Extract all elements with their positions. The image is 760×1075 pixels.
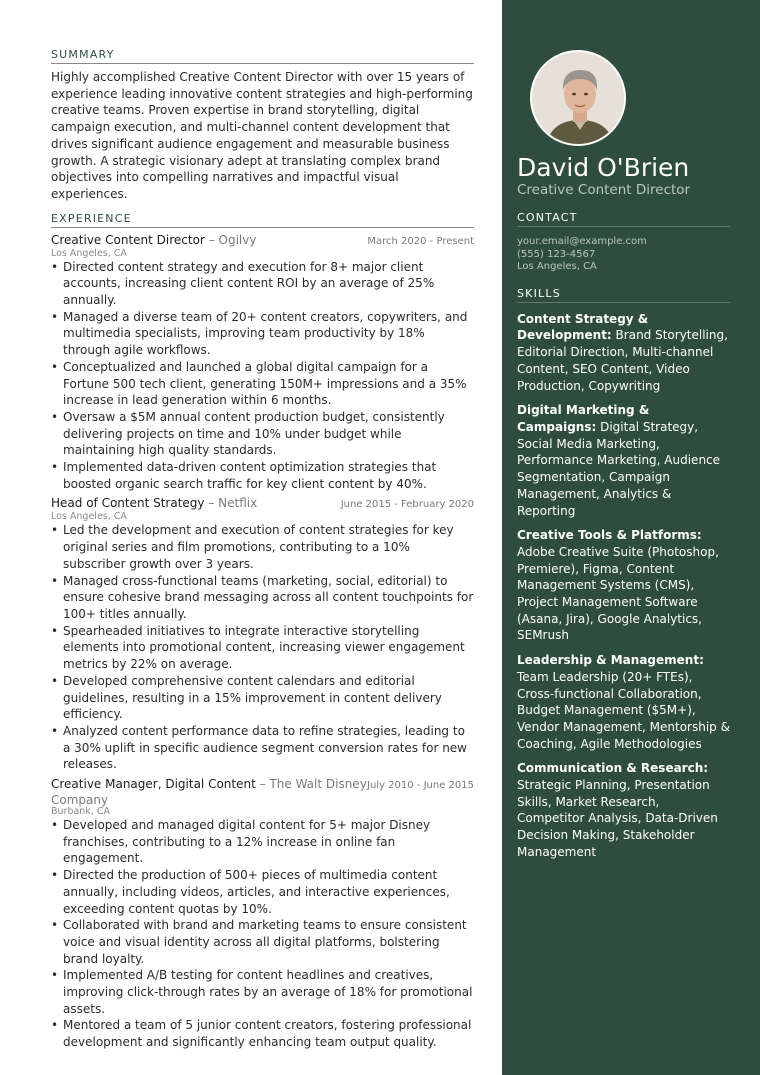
list-item: • Implemented data-driven content optimization strategies that boosted organic search traffic for key client content by 40%. [51,459,474,492]
job-entry [51,496,474,773]
job-company-continued: Company [51,793,109,808]
contact-block [517,236,730,274]
list-item: • Managed cross-functional teams (marketing, social, editorial) to ensure cohesive brand messaging across all content touchpoints for 100+ titles annually. [51,573,474,623]
list-item: • Analyzed content performance data to refine strategies, leading to a 30% uplift in specific audience segment conversion rates for new releases. [51,723,474,773]
job-header [51,233,474,249]
list-item: • Directed the production of 500+ pieces of multimedia content annually, including videos, articles, and interactive experiences, exceeding content quotas by 10%. [51,867,474,917]
skill-group [517,652,730,752]
skill-group-label: Content Strategy & Development: [517,311,649,343]
summary-text: Highly accomplished Creative Content Director with over 15 years of experience leading innovative content strategies and high-performing creative teams. Proven expertise in brand storytelling, digital campaign execution, and multi-channel content development that drives significant audience engagement and measurable business growth. A strategic visionary adept at translating complex brand objectives into compelling narratives and impactful visual experiences. [51,70,473,201]
skill-group [517,311,730,395]
skills-heading: SKILLS [517,287,730,303]
list-item: • Spearheaded initiatives to integrate interactive storytelling elements into promotional content, increasing viewer engagement metrics by 22% on average. [51,623,474,673]
job-title-line [51,233,256,248]
skill-group-label: Leadership & Management: [517,653,704,668]
portrait-photo-icon [532,52,626,146]
list-item: • Developed and managed digital content for 5+ major Disney franchises, contributing to a 12% increase in online fan engagement. [51,817,474,867]
job-bullets [51,817,474,1051]
contact-email: your.email@example.com [517,236,647,247]
job-entry [51,233,474,493]
job-dates: March 2020 - Present [367,235,474,247]
list-item: • Conceptualized and launched a global digital campaign for a Fortune 500 tech client, generating 150M+ impressions and a 35% increase in lead generation within 6 months. [51,359,474,409]
portrait-photo [530,50,626,146]
list-item: • Oversaw a $5M annual content production budget, consistently delivering projects on time and 10% under budget while maintaining high quality standards. [51,409,474,459]
job-header [51,496,474,512]
contact-heading: CONTACT [517,211,730,227]
skill-group-text: Team Leadership (20+ FTEs), Cross-functional Collaboration, Budget Management ($5M+), Vendor Management, Mentorship & Coaching, Agile Methodologies [517,669,730,751]
list-item: • Implemented A/B testing for content headlines and creatives, improving click-through rates by an average of 18% for promotional assets. [51,967,474,1017]
job-location: Burbank, CA [51,806,110,818]
job-bullets [51,259,474,493]
job-location: Los Angeles, CA [51,247,127,259]
job-title: Head of Content Strategy [51,496,205,511]
list-item: • Mentored a team of 5 junior content creators, fostering professional development and significantly enhancing team output quality. [51,1017,474,1050]
skill-group [517,527,730,644]
skill-group [517,402,730,519]
skills-list [517,311,730,861]
job-dates: July 2010 - June 2015 [367,780,474,792]
skill-group-label: Digital Marketing & Campaigns: [517,403,650,434]
job-entry [51,777,474,1051]
job-title: Creative Content Director [51,232,205,247]
list-item: • Collaborated with brand and marketing teams to ensure consistent voice and visual identity across all digital platforms, bolstering brand loyalty. [51,917,474,967]
experience-heading: EXPERIENCE [51,212,474,228]
skill-group-text: Strategic Planning, Presentation Skills, Market Research, Competitor Analysis, Data-Driven Decision Making, Stakeholder Management [517,778,718,859]
skill-group-label: Communication & Research: [517,761,709,776]
summary-heading: SUMMARY [51,48,474,64]
list-item: • Managed a diverse team of 20+ content creators, copywriters, and multimedia specialists, improving team productivity by 18% through agile workflows. [51,309,474,359]
job-title-line [51,496,257,511]
list-item: • Developed comprehensive content calendars and editorial guidelines, resulting in a 15% improvement in content delivery efficiency. [51,673,474,723]
skill-group [517,760,730,860]
sidebar [502,0,760,1075]
person-name: David O'Brien [517,153,690,182]
person-role: Creative Content Director [517,182,691,198]
skill-group-label: Creative Tools & Platforms: [517,528,702,543]
job-title-line [51,777,367,792]
job-bullets [51,522,474,773]
contact-location: Los Angeles, CA [517,261,597,273]
list-item: • Led the development and execution of content strategies for key original series and film promotions, contributing to a 10% subscriber growth over 3 years. [51,522,474,572]
skill-group-text: Digital Strategy, Social Media Marketing, Performance Marketing, Audience Segmentation, Campaign Management, Analytics & Reporting [517,420,721,518]
job-company: – The Walt Disney [255,777,367,792]
skill-group-text: Adobe Creative Suite (Photoshop, Premiere), Figma, Content Management Systems (CMS), Project Management Software (Asana, Jira), Google Analytics, SEMrush [517,544,719,643]
job-dates: June 2015 - February 2020 [340,499,474,511]
job-header [51,777,474,793]
contact-phone: (555) 123-4567 [517,248,596,260]
skill-group-text: Brand Storytelling, Editorial Direction, Multi-channel Content, SEO Content, Video Production, Copywriting [517,328,728,393]
job-company: – Netflix [204,496,258,511]
job-location: Los Angeles, CA [51,511,127,523]
list-item: • Directed content strategy and execution for 8+ major client accounts, increasing client content ROI by an average of 25% annually. [51,259,474,309]
job-title: Creative Manager, Digital Content [51,777,256,792]
job-company: – Ogilvy [204,232,257,247]
